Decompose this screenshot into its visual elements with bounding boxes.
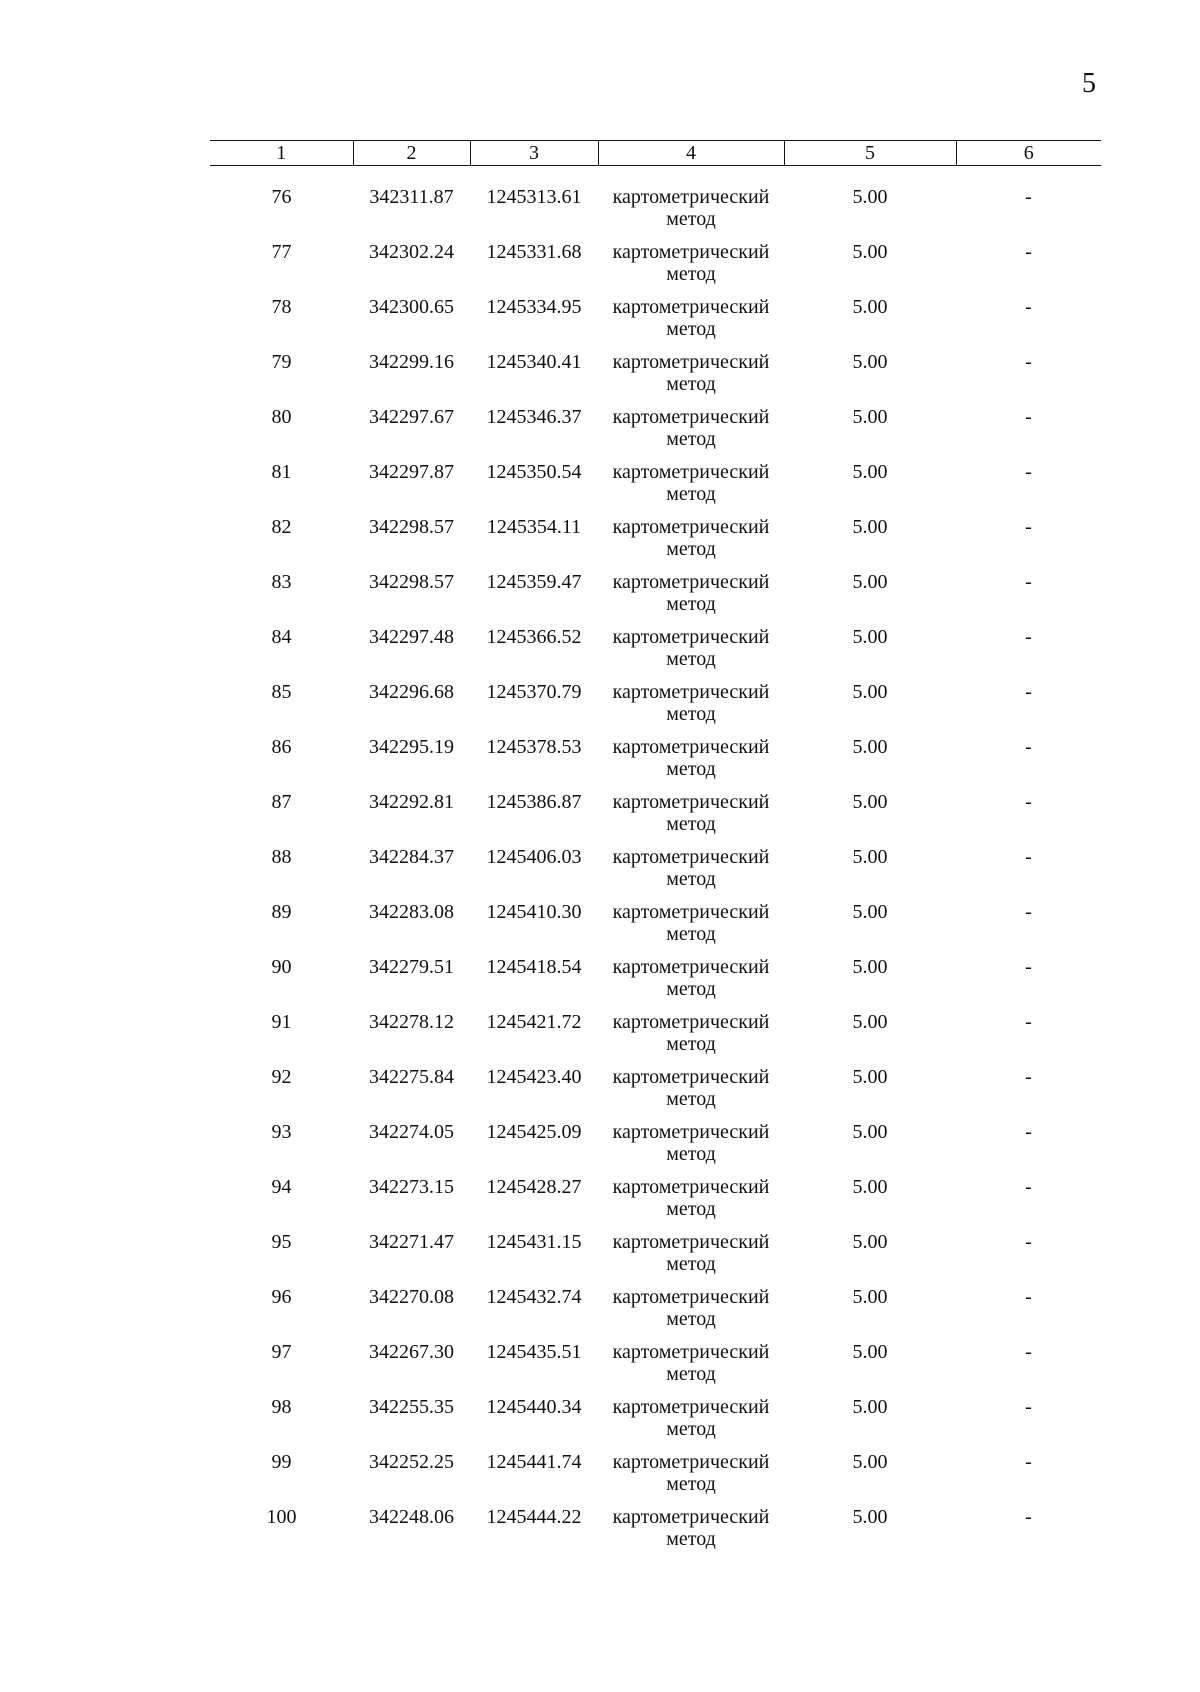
table-row <box>210 736 1101 791</box>
description-cell: - <box>1025 1121 1032 1143</box>
coord-y-cell: 1245425.09 <box>486 1121 582 1143</box>
accuracy-cell: 5.00 <box>852 1121 888 1143</box>
description-cell: - <box>1025 1176 1032 1198</box>
method-cell <box>598 571 784 626</box>
point-number-cell: 100 <box>266 1506 297 1528</box>
header-col-5: 5 <box>784 141 956 166</box>
table-row <box>210 1451 1101 1506</box>
point-number-cell: 92 <box>271 1066 292 1088</box>
table-row <box>210 516 1101 571</box>
accuracy-cell: 5.00 <box>852 791 888 813</box>
accuracy-cell: 5.00 <box>852 1176 888 1198</box>
method-cell <box>598 241 784 296</box>
method-cell <box>598 351 784 406</box>
point-number-cell: 97 <box>271 1341 292 1363</box>
coord-y-cell: 1245421.72 <box>486 1011 582 1033</box>
coord-x-cell: 342252.25 <box>369 1451 454 1473</box>
method-line-2: метод <box>666 593 716 615</box>
method-line-2: метод <box>666 648 716 670</box>
point-number-cell: 84 <box>271 626 292 648</box>
table-row <box>210 296 1101 351</box>
coord-y-cell: 1245354.11 <box>486 516 582 538</box>
method-line-2: метод <box>666 208 716 230</box>
table-row <box>210 1506 1101 1561</box>
table-row <box>210 1121 1101 1176</box>
description-cell: - <box>1025 1011 1032 1033</box>
point-number-cell: 85 <box>271 681 292 703</box>
point-number-cell: 76 <box>271 186 292 208</box>
method-line-1: картометрический <box>612 1341 770 1363</box>
coord-y-cell: 1245340.41 <box>486 351 582 373</box>
accuracy-cell: 5.00 <box>852 461 888 483</box>
method-line-2: метод <box>666 1143 716 1165</box>
method-cell <box>598 516 784 571</box>
method-line-2: метод <box>666 923 716 945</box>
description-cell: - <box>1025 626 1032 648</box>
table-row <box>210 846 1101 901</box>
method-line-2: метод <box>666 1473 716 1495</box>
method-cell <box>598 1286 784 1341</box>
method-line-1: картометрический <box>612 296 770 318</box>
coord-y-cell: 1245423.40 <box>486 1066 582 1088</box>
header-col-4: 4 <box>598 141 784 166</box>
method-cell <box>598 1011 784 1066</box>
table-body <box>210 166 1101 1562</box>
coordinates-table <box>210 140 1101 1561</box>
table-row <box>210 406 1101 461</box>
method-cell <box>598 1451 784 1506</box>
description-cell: - <box>1025 516 1032 538</box>
description-cell: - <box>1025 1231 1032 1253</box>
method-cell <box>598 956 784 1011</box>
method-cell <box>598 1341 784 1396</box>
method-cell <box>598 1176 784 1231</box>
method-line-2: метод <box>666 318 716 340</box>
accuracy-cell: 5.00 <box>852 351 888 373</box>
method-line-2: метод <box>666 1088 716 1110</box>
coord-x-cell: 342297.67 <box>369 406 454 428</box>
description-cell: - <box>1025 1341 1032 1363</box>
coord-x-cell: 342296.68 <box>369 681 454 703</box>
coord-y-cell: 1245431.15 <box>486 1231 582 1253</box>
coord-x-cell: 342255.35 <box>369 1396 454 1418</box>
coord-x-cell: 342311.87 <box>369 186 454 208</box>
description-cell: - <box>1025 901 1032 923</box>
point-number-cell: 77 <box>271 241 292 263</box>
method-line-2: метод <box>666 1033 716 1055</box>
method-line-1: картометрический <box>612 406 770 428</box>
accuracy-cell: 5.00 <box>852 1506 888 1528</box>
point-number-cell: 78 <box>271 296 292 318</box>
accuracy-cell: 5.00 <box>852 1011 888 1033</box>
accuracy-cell: 5.00 <box>852 241 888 263</box>
method-line-2: метод <box>666 373 716 395</box>
description-cell: - <box>1025 406 1032 428</box>
coord-y-cell: 1245370.79 <box>486 681 582 703</box>
point-number-cell: 98 <box>271 1396 292 1418</box>
coord-x-cell: 342297.48 <box>369 626 454 648</box>
coord-y-cell: 1245440.34 <box>486 1396 582 1418</box>
description-cell: - <box>1025 956 1032 978</box>
accuracy-cell: 5.00 <box>852 296 888 318</box>
coord-x-cell: 342292.81 <box>369 791 454 813</box>
coord-x-cell: 342267.30 <box>369 1341 454 1363</box>
method-line-1: картометрический <box>612 186 770 208</box>
method-line-1: картометрический <box>612 1176 770 1198</box>
method-line-2: метод <box>666 868 716 890</box>
point-number-cell: 87 <box>271 791 292 813</box>
method-line-2: метод <box>666 1198 716 1220</box>
coord-x-cell: 342284.37 <box>369 846 454 868</box>
method-line-1: картометрический <box>612 1011 770 1033</box>
coord-y-cell: 1245359.47 <box>486 571 582 593</box>
description-cell: - <box>1025 1066 1032 1088</box>
coord-x-cell: 342279.51 <box>369 956 454 978</box>
method-line-2: метод <box>666 538 716 560</box>
method-cell <box>598 461 784 516</box>
method-line-1: картометрический <box>612 791 770 813</box>
coord-x-cell: 342271.47 <box>369 1231 454 1253</box>
accuracy-cell: 5.00 <box>852 736 888 758</box>
method-cell <box>598 626 784 681</box>
description-cell: - <box>1025 681 1032 703</box>
coord-y-cell: 1245334.95 <box>486 296 582 318</box>
method-line-1: картометрический <box>612 736 770 758</box>
coord-y-cell: 1245410.30 <box>486 901 582 923</box>
method-line-1: картометрический <box>612 1286 770 1308</box>
coord-y-cell: 1245406.03 <box>486 846 582 868</box>
method-cell <box>598 186 784 241</box>
coord-y-cell: 1245435.51 <box>486 1341 582 1363</box>
coord-x-cell: 342273.15 <box>369 1176 454 1198</box>
method-line-2: метод <box>666 428 716 450</box>
coord-y-cell: 1245350.54 <box>486 461 582 483</box>
table-spacer-row <box>210 166 1101 187</box>
method-line-1: картометрический <box>612 461 770 483</box>
method-cell <box>598 901 784 956</box>
method-cell <box>598 1396 784 1451</box>
description-cell: - <box>1025 1451 1032 1473</box>
coord-y-cell: 1245418.54 <box>486 956 582 978</box>
coord-y-cell: 1245444.22 <box>486 1506 582 1528</box>
coord-x-cell: 342300.65 <box>369 296 454 318</box>
accuracy-cell: 5.00 <box>852 186 888 208</box>
point-number-cell: 82 <box>271 516 292 538</box>
description-cell: - <box>1025 241 1032 263</box>
method-line-1: картометрический <box>612 1066 770 1088</box>
method-line-1: картометрический <box>612 241 770 263</box>
method-line-2: метод <box>666 263 716 285</box>
description-cell: - <box>1025 791 1032 813</box>
table-row <box>210 241 1101 296</box>
coord-x-cell: 342274.05 <box>369 1121 454 1143</box>
method-line-2: метод <box>666 978 716 1000</box>
coord-x-cell: 342275.84 <box>369 1066 454 1088</box>
coord-x-cell: 342270.08 <box>369 1286 454 1308</box>
description-cell: - <box>1025 846 1032 868</box>
coord-x-cell: 342302.24 <box>369 241 454 263</box>
description-cell: - <box>1025 571 1032 593</box>
method-line-2: метод <box>666 1253 716 1275</box>
description-cell: - <box>1025 296 1032 318</box>
table-row <box>210 791 1101 846</box>
coord-y-cell: 1245346.37 <box>486 406 582 428</box>
table-row <box>210 186 1101 241</box>
page-number: 5 <box>1082 68 1096 99</box>
accuracy-cell: 5.00 <box>852 1286 888 1308</box>
coord-x-cell: 342299.16 <box>369 351 454 373</box>
point-number-cell: 83 <box>271 571 292 593</box>
point-number-cell: 93 <box>271 1121 292 1143</box>
method-line-1: картометрический <box>612 626 770 648</box>
accuracy-cell: 5.00 <box>852 1066 888 1088</box>
method-line-1: картометрический <box>612 1451 770 1473</box>
method-line-2: метод <box>666 1308 716 1330</box>
table-row <box>210 1396 1101 1451</box>
description-cell: - <box>1025 1506 1032 1528</box>
method-line-1: картометрический <box>612 351 770 373</box>
point-number-cell: 89 <box>271 901 292 923</box>
description-cell: - <box>1025 186 1032 208</box>
method-cell <box>598 1121 784 1176</box>
method-cell <box>598 736 784 791</box>
table-row <box>210 956 1101 1011</box>
point-number-cell: 96 <box>271 1286 292 1308</box>
point-number-cell: 79 <box>271 351 292 373</box>
coord-y-cell: 1245331.68 <box>486 241 582 263</box>
method-cell <box>598 1231 784 1286</box>
accuracy-cell: 5.00 <box>852 956 888 978</box>
accuracy-cell: 5.00 <box>852 571 888 593</box>
accuracy-cell: 5.00 <box>852 1396 888 1418</box>
coord-x-cell: 342248.06 <box>369 1506 454 1528</box>
method-line-2: метод <box>666 703 716 725</box>
method-line-1: картометрический <box>612 846 770 868</box>
description-cell: - <box>1025 1396 1032 1418</box>
method-line-2: метод <box>666 483 716 505</box>
accuracy-cell: 5.00 <box>852 846 888 868</box>
method-line-1: картометрический <box>612 1231 770 1253</box>
table-header-row <box>210 141 1101 166</box>
table-row <box>210 571 1101 626</box>
header-col-1: 1 <box>210 141 353 166</box>
method-line-1: картометрический <box>612 516 770 538</box>
accuracy-cell: 5.00 <box>852 1451 888 1473</box>
method-cell <box>598 406 784 461</box>
point-number-cell: 81 <box>271 461 292 483</box>
coord-y-cell: 1245366.52 <box>486 626 582 648</box>
coord-y-cell: 1245378.53 <box>486 736 582 758</box>
coord-y-cell: 1245386.87 <box>486 791 582 813</box>
method-cell <box>598 791 784 846</box>
header-col-2: 2 <box>353 141 470 166</box>
table-header <box>210 141 1101 166</box>
accuracy-cell: 5.00 <box>852 901 888 923</box>
table-row <box>210 1286 1101 1341</box>
method-line-2: метод <box>666 1528 716 1550</box>
method-cell <box>598 846 784 901</box>
accuracy-cell: 5.00 <box>852 1231 888 1253</box>
coord-y-cell: 1245441.74 <box>486 1451 582 1473</box>
method-line-1: картометрический <box>612 1121 770 1143</box>
accuracy-cell: 5.00 <box>852 1341 888 1363</box>
method-line-1: картометрический <box>612 956 770 978</box>
accuracy-cell: 5.00 <box>852 406 888 428</box>
coord-x-cell: 342297.87 <box>369 461 454 483</box>
accuracy-cell: 5.00 <box>852 681 888 703</box>
table-row <box>210 626 1101 681</box>
description-cell: - <box>1025 736 1032 758</box>
coord-x-cell: 342298.57 <box>369 571 454 593</box>
description-cell: - <box>1025 461 1032 483</box>
coord-x-cell: 342278.12 <box>369 1011 454 1033</box>
point-number-cell: 88 <box>271 846 292 868</box>
coord-x-cell: 342298.57 <box>369 516 454 538</box>
description-cell: - <box>1025 1286 1032 1308</box>
header-col-3: 3 <box>470 141 598 166</box>
method-cell <box>598 296 784 351</box>
table-row <box>210 1176 1101 1231</box>
method-line-2: метод <box>666 1418 716 1440</box>
method-cell <box>598 681 784 736</box>
method-line-1: картометрический <box>612 901 770 923</box>
method-line-1: картометрический <box>612 681 770 703</box>
method-line-1: картометрический <box>612 1506 770 1528</box>
table-row <box>210 1341 1101 1396</box>
header-col-6: 6 <box>956 141 1101 166</box>
accuracy-cell: 5.00 <box>852 626 888 648</box>
table-row <box>210 1066 1101 1121</box>
table-row <box>210 461 1101 516</box>
table-row <box>210 901 1101 956</box>
point-number-cell: 80 <box>271 406 292 428</box>
coord-y-cell: 1245432.74 <box>486 1286 582 1308</box>
description-cell: - <box>1025 351 1032 373</box>
coord-y-cell: 1245428.27 <box>486 1176 582 1198</box>
method-cell <box>598 1066 784 1121</box>
method-line-2: метод <box>666 813 716 835</box>
table-row <box>210 1231 1101 1286</box>
method-line-1: картометрический <box>612 571 770 593</box>
coord-x-cell: 342295.19 <box>369 736 454 758</box>
table-row <box>210 681 1101 736</box>
point-number-cell: 91 <box>271 1011 292 1033</box>
method-line-2: метод <box>666 758 716 780</box>
accuracy-cell: 5.00 <box>852 516 888 538</box>
method-line-1: картометрический <box>612 1396 770 1418</box>
point-number-cell: 90 <box>271 956 292 978</box>
coord-y-cell: 1245313.61 <box>486 186 582 208</box>
method-cell <box>598 1506 784 1561</box>
coord-x-cell: 342283.08 <box>369 901 454 923</box>
point-number-cell: 95 <box>271 1231 292 1253</box>
table-row <box>210 1011 1101 1066</box>
method-line-2: метод <box>666 1363 716 1385</box>
table-row <box>210 351 1101 406</box>
point-number-cell: 86 <box>271 736 292 758</box>
point-number-cell: 94 <box>271 1176 292 1198</box>
point-number-cell: 99 <box>271 1451 292 1473</box>
